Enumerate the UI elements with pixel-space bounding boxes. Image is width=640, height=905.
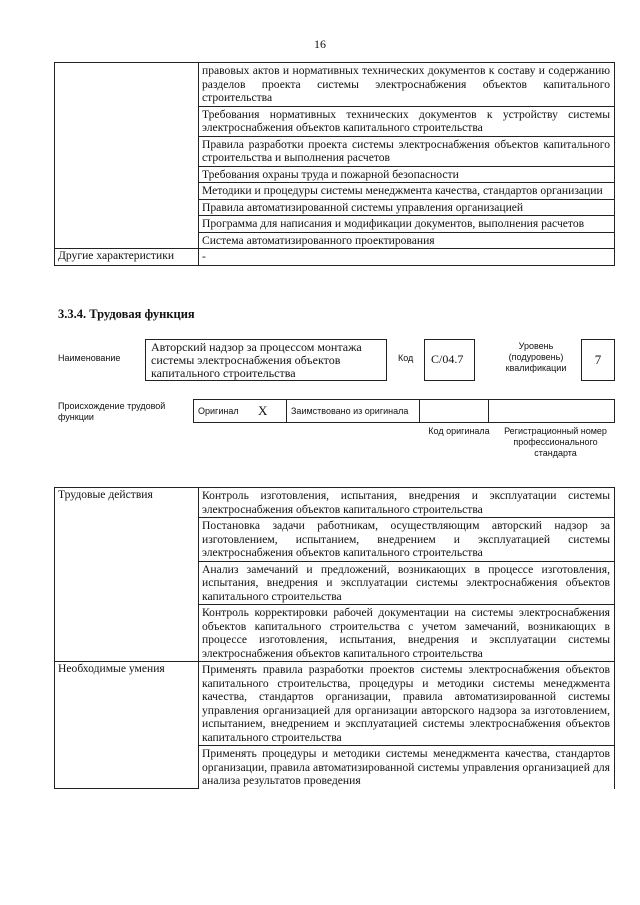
origin-table xyxy=(193,399,615,423)
knowledge-item: Требования нормативных технических документов к устройству системы электроснабжения объектов капитального строительства xyxy=(199,106,615,136)
original-label: Оригинал xyxy=(194,400,255,423)
origin-code-cell xyxy=(420,400,489,423)
level-field: 7 xyxy=(581,339,615,381)
table-row xyxy=(55,662,615,746)
function-code-field: С/04.7 xyxy=(424,339,475,381)
origin-code-label: Код оригинала xyxy=(428,426,490,436)
table-row xyxy=(194,400,615,423)
knowledge-item: Правила разработки проекта системы электроснабжения объектов капитального строительства и выполнения расчетов xyxy=(199,136,615,166)
labor-action-item: Анализ замечаний и предложений, возникающих в процессе изготовления, испытания, внедрения и эксплуатации системы электроснабжения объектов капитального строительства xyxy=(199,561,615,605)
knowledge-item: Правила автоматизированной системы управления организацией xyxy=(199,199,615,216)
name-label: Наименование xyxy=(58,353,121,363)
labor-actions-label: Трудовые действия xyxy=(55,488,199,662)
level-label: Уровень (подуровень) квалификации xyxy=(505,341,567,373)
skill-item: Применять правила разработки проектов системы электроснабжения объектов капитального строительства, процедуры и методики системы менеджмента качества, стандартов организации, правила автоматизированной системы управления организацией для организации авторского надзора за изготовлением, испытанием, внедрением и эксплуатацией системы электроснабжения объектов капитального строительства xyxy=(199,662,615,746)
table-row xyxy=(55,488,615,518)
other-characteristics-label: Другие характеристики xyxy=(55,249,199,266)
section-heading: 3.3.4. Трудовая функция xyxy=(58,307,195,321)
knowledge-item: правовых актов и нормативных технических документов к составу и содержанию разделов проекта системы электроснабжения объектов капитального строительства xyxy=(199,63,615,107)
knowledge-label-cell xyxy=(55,63,199,249)
reg-number-cell xyxy=(489,400,615,423)
function-name-field: Авторский надзор за процессом монтажа системы электроснабжения объектов капитального строительства xyxy=(145,339,387,381)
knowledge-item: Система автоматизированного проектирования xyxy=(199,232,615,249)
reg-number-label: Регистрационный номер профессионального стандарта xyxy=(504,426,607,458)
code-label: Код xyxy=(398,353,414,363)
skills-label: Необходимые умения xyxy=(55,662,199,789)
knowledge-item: Методики и процедуры системы менеджмента качества, стандартов организации xyxy=(199,183,615,200)
labor-action-item: Постановка задачи работникам, осуществляющим авторский надзор за изготовлением, испытанием, внедрением и эксплуатацией системы электроснабжения объектов капитального строительства xyxy=(199,518,615,562)
skill-item: Применять процедуры и методики системы менеджмента качества, стандартов организации, правила автоматизированной системы управления организацией для анализа результатов проведения xyxy=(199,746,615,789)
page-number: 16 xyxy=(314,37,326,51)
borrowed-label: Заимствовано из оригинала xyxy=(287,400,420,423)
labor-action-item: Контроль корректировки рабочей документации на системы электроснабжения объектов капитального строительства с учетом замечаний, возникающих в процессе изготовления, испытания, внедрения и эксплуатации системы электроснабжения объектов капитального строительства xyxy=(199,605,615,662)
knowledge-item: Программа для написания и модификации документов, выполнения расчетов xyxy=(199,216,615,233)
other-characteristics-value: - xyxy=(199,249,615,266)
functions-table xyxy=(54,487,615,789)
table-row xyxy=(55,249,615,266)
original-mark: X xyxy=(254,400,287,423)
table-row xyxy=(55,63,615,107)
knowledge-item: Требования охраны труда и пожарной безопасности xyxy=(199,166,615,183)
origin-label: Происхождение трудовой функции xyxy=(58,401,166,422)
labor-action-item: Контроль изготовления, испытания, внедрения и эксплуатации системы электроснабжения объектов капитального строительства xyxy=(199,488,615,518)
knowledge-table xyxy=(54,62,615,266)
